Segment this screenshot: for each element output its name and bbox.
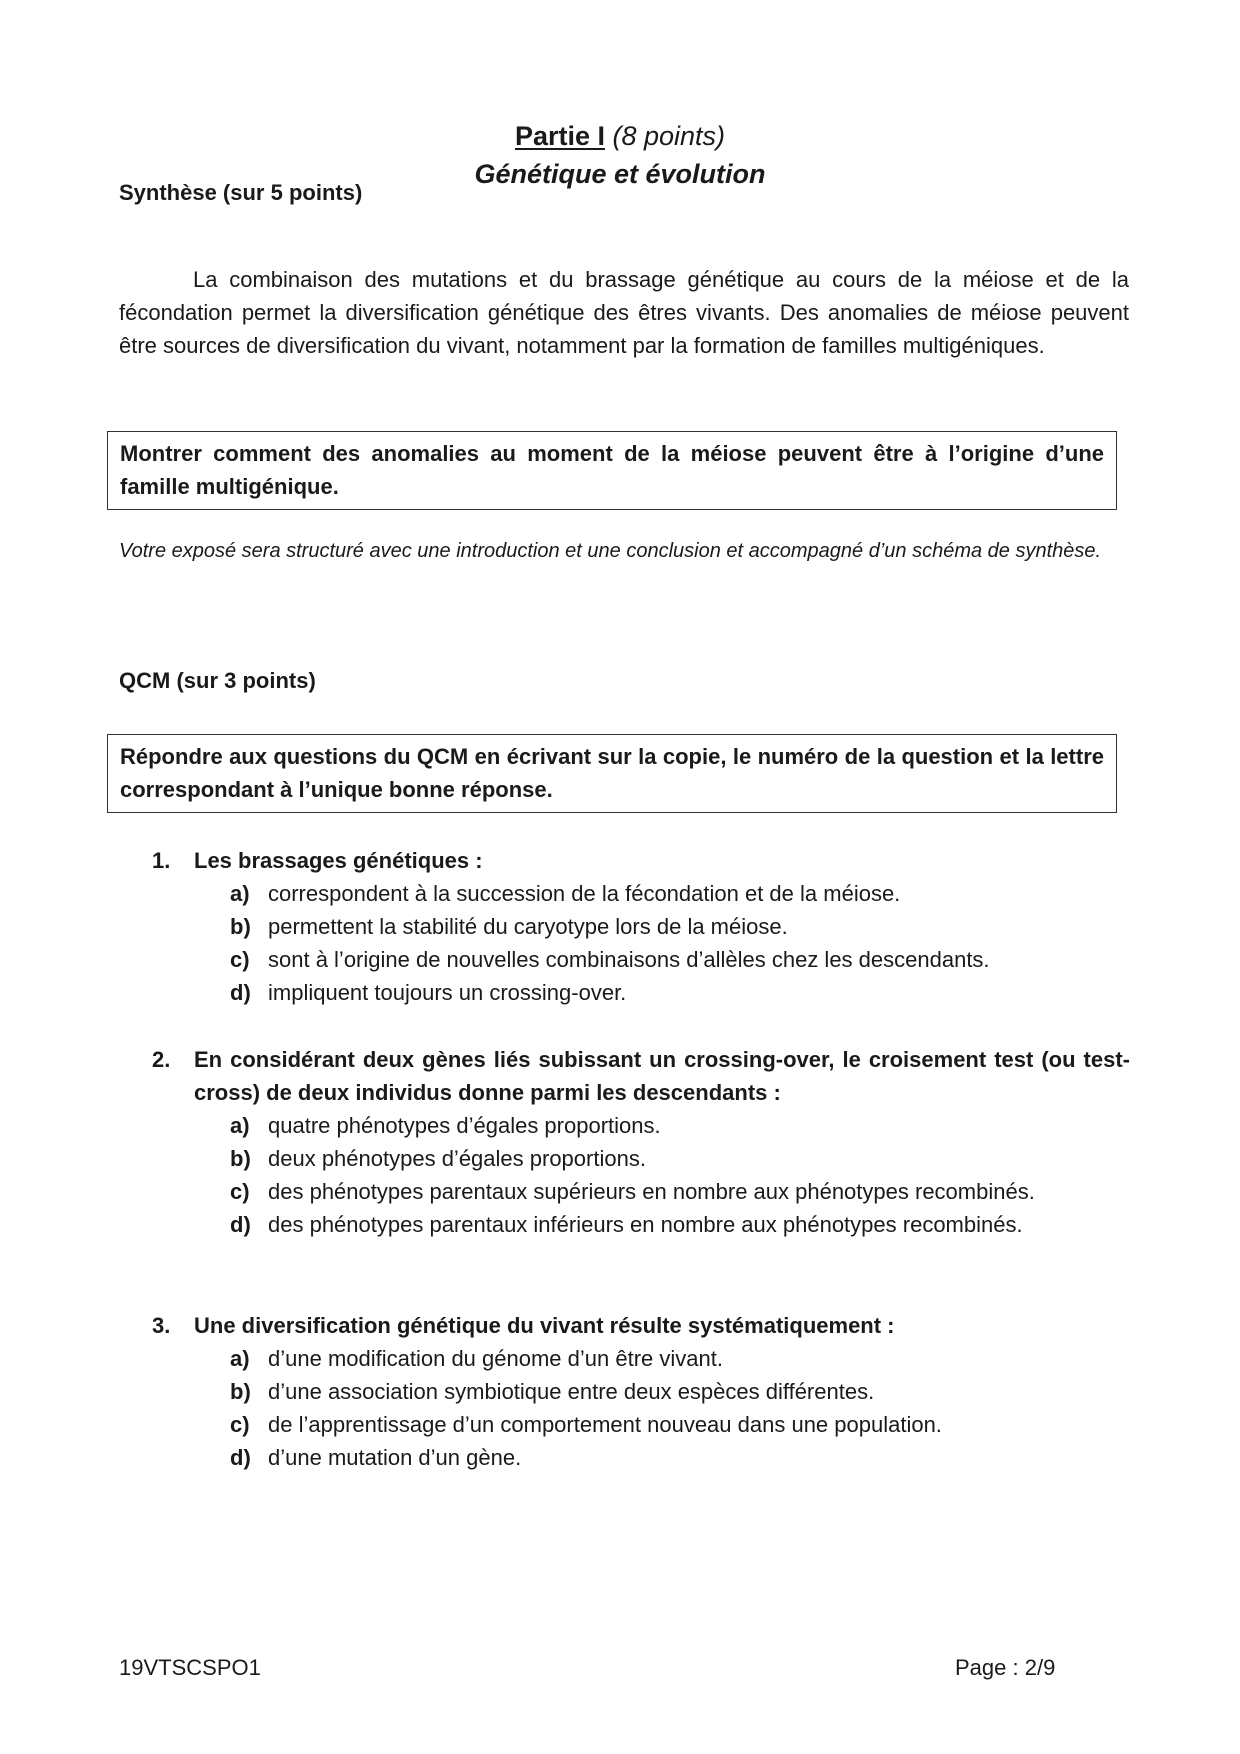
question-title [152, 1043, 1130, 1109]
document-code: 19VTSCSPO1 [119, 1655, 261, 1680]
answer-text: permettent la stabilité du caryotype lors de la méiose. [268, 914, 788, 939]
answer-text: des phénotypes parentaux supérieurs en nombre aux phénotypes recombinés. [268, 1179, 1035, 1204]
question-text: En considérant deux gènes liés subissant un crossing-over, le croisement test (ou test-cross) de deux individus donne parmi les descendants : [194, 1047, 1130, 1105]
answer-letter: b) [230, 1379, 251, 1404]
answer-text: d’une association symbiotique entre deux espèces différentes. [268, 1379, 875, 1404]
answer-letter: d) [230, 1445, 251, 1470]
part-subtitle: Génétique et évolution [474, 159, 766, 189]
answer-text: d’une mutation d’un gène. [268, 1445, 522, 1470]
answer-item [230, 910, 1130, 943]
answer-text: quatre phénotypes d’égales proportions. [268, 1113, 661, 1138]
synthese-intro: La combinaison des mutations et du brassage génétique au cours de la méiose et de la fécondation permet la diversification génétique des êtres vivants. Des anomalies de méiose peuvent être sources de diversification du vivant, notamment par la formation de familles multigéniques. [119, 267, 1129, 358]
answer-item [230, 1342, 1130, 1375]
answer-text: impliquent toujours un crossing-over. [268, 980, 627, 1005]
answer-item [230, 877, 1130, 910]
part-title: Partie I [514, 121, 605, 151]
answer-letter: c) [230, 947, 250, 972]
question-1 [152, 844, 1130, 1009]
answer-letter: a) [230, 1113, 250, 1138]
part-points: (8 points) [612, 121, 726, 151]
answer-letter: d) [230, 1212, 251, 1237]
answer-letter: b) [230, 914, 251, 939]
answer-list [230, 1109, 1130, 1241]
answer-item [230, 1142, 1130, 1175]
synthese-title: Synthèse (sur 5 points) [119, 180, 363, 205]
question-title [152, 844, 1130, 877]
synthese-instructions: Votre exposé sera structuré avec une introduction et une conclusion et accompagné d’un schéma de synthèse. [119, 540, 1102, 562]
answer-letter: b) [230, 1146, 251, 1171]
answer-item [230, 1208, 1130, 1241]
question-number: 2. [152, 1047, 171, 1072]
answer-letter: c) [230, 1412, 250, 1437]
answer-text: deux phénotypes d’égales proportions. [268, 1146, 646, 1171]
question-2 [152, 1043, 1130, 1241]
answer-text: de l’apprentissage d’un comportement nouveau dans une population. [268, 1412, 942, 1437]
answer-text: sont à l’origine de nouvelles combinaisons d’allèles chez les descendants. [268, 947, 990, 972]
qcm-title: QCM (sur 3 points) [119, 668, 316, 693]
question-number: 3. [152, 1313, 171, 1338]
answer-item [230, 1441, 1130, 1474]
answer-item [230, 1408, 1130, 1441]
question-number: 1. [152, 848, 171, 873]
answer-letter: a) [230, 1346, 250, 1371]
answer-list [230, 877, 1130, 1009]
answer-list [230, 1342, 1130, 1474]
answer-item [230, 976, 1130, 1009]
answer-item [230, 1109, 1130, 1142]
page-number: Page : 2/9 [955, 1655, 1056, 1680]
answer-letter: d) [230, 980, 251, 1005]
answer-text: d’une modification du génome d’un être vivant. [268, 1346, 723, 1371]
answer-text: des phénotypes parentaux inférieurs en nombre aux phénotypes recombinés. [268, 1212, 1023, 1237]
answer-item [230, 1175, 1130, 1208]
question-title [152, 1309, 1130, 1342]
synthese-task-box: Montrer comment des anomalies au moment de la méiose peuvent être à l’origine d’une famille multigénique. [107, 431, 1117, 510]
part-title-line [0, 117, 1240, 155]
answer-item [230, 1375, 1130, 1408]
qcm-task-box: Répondre aux questions du QCM en écrivant sur la copie, le numéro de la question et la lettre correspondant à l’unique bonne réponse. [107, 734, 1117, 813]
question-text: Les brassages génétiques : [194, 848, 483, 873]
answer-letter: c) [230, 1179, 250, 1204]
answer-text: correspondent à la succession de la fécondation et de la méiose. [268, 881, 901, 906]
answer-letter: a) [230, 881, 250, 906]
answer-item [230, 943, 1130, 976]
question-3 [152, 1309, 1130, 1474]
question-text: Une diversification génétique du vivant résulte systématiquement : [194, 1313, 895, 1338]
